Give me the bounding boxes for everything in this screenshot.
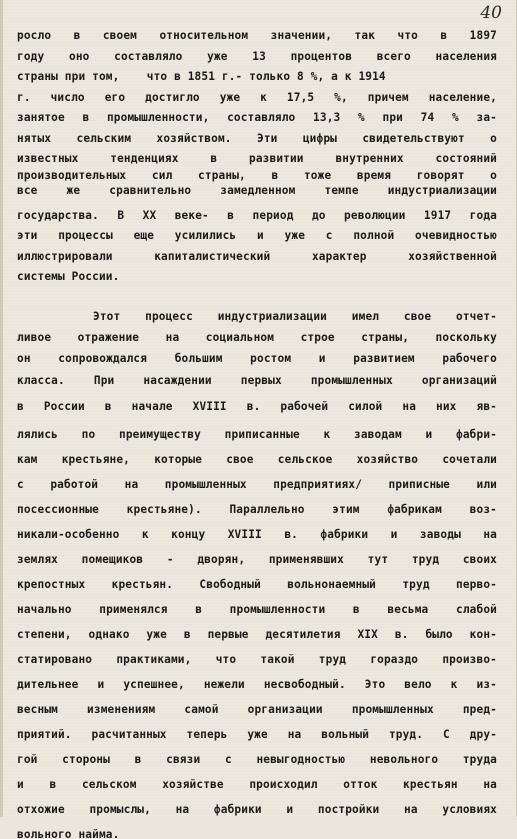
text-line: с работой на промышленных предприятиях/ приписные или [17, 478, 497, 492]
text-line: нятых сельским хозяйством. Эти цифры свидетельствуют о [17, 131, 497, 145]
text-line: росло в своем относительном значении, так что в 1897 [17, 29, 497, 42]
text-line: ливое отражение на социальном строе страны, поскольку [17, 331, 497, 345]
text-line: начально применялся в промышленности в весьма слабой [17, 603, 497, 617]
text-line: лялись по преимуществу приписанные к заводам и фабри- [17, 428, 497, 442]
text-line: землях помещиков - дворян, применявших тут труд своих [17, 553, 497, 567]
text-line: весным изменениям самой организации промышленных пред- [17, 703, 497, 717]
text-line: и в сельском хозяйстве происходил отток крестьян на [17, 778, 497, 792]
text-line: эти процессы еще усилились и уже с полной очевидностью [17, 229, 497, 243]
text-line: он сопровождался большим ростом и развитием рабочего [17, 351, 497, 365]
page-number: 40 [480, 3, 502, 23]
text-line: иллюстрировали капиталистический характер хозяйственной [17, 249, 497, 263]
text-line: г. число его достигло уже к 17,5 %, причем население, [17, 90, 497, 104]
text-line: приятий. расчитанных теперь уже на вольный труд. С дру- [17, 728, 497, 742]
text-line: отхожие промыслы, на фабрики и постройки на условиях [17, 803, 497, 817]
text-line: класса. При насаждении первых промышленных организаций [17, 374, 497, 388]
text-line: производительных сил страны, в тоже время говорят о [17, 169, 497, 182]
text-line: вольного найма. [17, 828, 120, 839]
text-line: в России в начале XVIII в. рабочей силой на них яв- [17, 400, 497, 414]
text-line: системы России. [17, 270, 120, 284]
text-line: гой стороны в связи с невыгодностью невольного труда [17, 753, 497, 767]
text-line: страны при том, что в 1851 г.- только 8 %, а к 1914 [17, 70, 386, 84]
text-line: Этот процесс индустриализации имел свое отчет- [93, 310, 497, 324]
typed-text-body [17, 26, 497, 839]
text-line: дительнее и успешнее, нежели несвободный. Это вело к из- [17, 678, 497, 692]
text-line: степени, однако уже в первые десятилетия XIX в. было кон- [17, 628, 497, 642]
text-line: все же сравнительно замедленном темпе индустриализации [17, 183, 497, 197]
text-line: государства. В XX веке- в период до революции 1917 года [17, 208, 497, 222]
text-line: году оно составляло уже 13 процентов всего населения [17, 49, 497, 63]
text-line: занятое в промышленности, составляло 13,3 % при 74 % за- [17, 111, 497, 125]
text-line: посессионные крестьяне). Параллельно этим фабрикам воз- [17, 503, 497, 517]
text-line: крепостных крестьян. Свободный вольнонаемный труд перво- [17, 578, 497, 592]
text-line: кам крестьяне, которые свое сельское хозяйство сочетали [17, 453, 497, 467]
text-line: никали-особенно к концу XVIII в. фабрики и заводы на [17, 528, 497, 542]
text-line: известных тенденциях в развитии внутренних состояний [17, 152, 497, 166]
text-line: статировано практиками, что такой труд гораздо произво- [17, 653, 497, 667]
